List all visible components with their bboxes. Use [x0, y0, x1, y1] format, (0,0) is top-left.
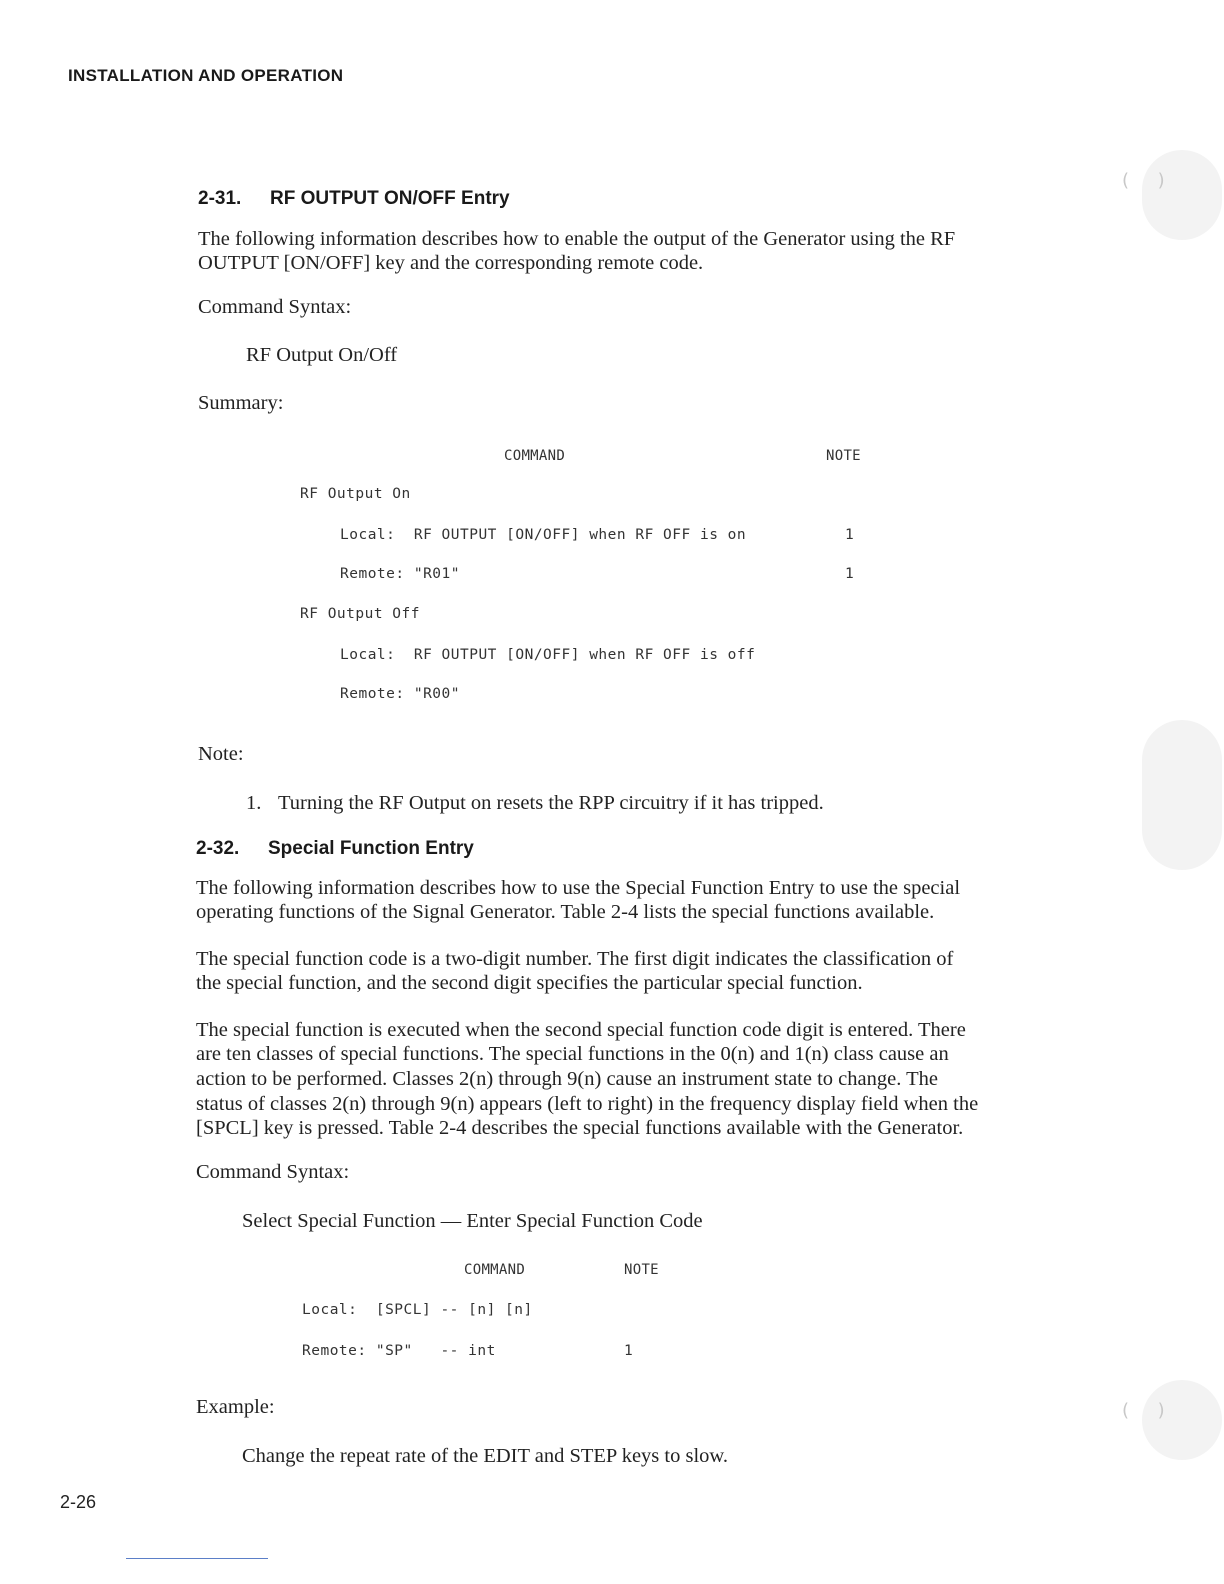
section-2-32-heading	[196, 838, 474, 860]
note-label: Note:	[198, 743, 244, 765]
table-row-on-local: Local: RF OUTPUT [ON/OFF] when RF OFF is on	[340, 527, 747, 543]
note-item-number: 1.	[246, 792, 262, 814]
footer-rule	[126, 1558, 268, 1559]
table-2-row-remote: Remote: "SP" -- int	[302, 1343, 496, 1359]
section-2-32-para-3-line-1: The special function is executed when the second special function code digit is entered. There	[196, 1019, 966, 1041]
table-2-header-note: NOTE	[624, 1262, 659, 1278]
table-header-note: NOTE	[826, 448, 861, 464]
section-2-31-title: RF OUTPUT ON/OFF Entry	[270, 188, 510, 209]
table-group-rf-output-on: RF Output On	[300, 486, 411, 502]
section-2-31-intro-line-1: The following information describes how to enable the output of the Generator using the RF	[198, 228, 956, 250]
command-syntax-value-2: Select Special Function — Enter Special Function Code	[242, 1210, 703, 1232]
section-2-32-title: Special Function Entry	[268, 838, 474, 859]
section-2-32-para-2-line-1: The special function code is a two-digit number. The first digit indicates the classification of	[196, 948, 954, 970]
binder-hole-mark-bottom: ( )	[1122, 1400, 1165, 1421]
section-2-31-heading	[198, 188, 510, 210]
table-row-off-local: Local: RF OUTPUT [ON/OFF] when RF OFF is off	[340, 647, 756, 663]
section-2-31-intro-line-2: OUTPUT [ON/OFF] key and the corresponding remote code.	[198, 252, 704, 274]
binder-hole-mark-top: ( )	[1122, 170, 1165, 191]
section-2-32-para-2-line-2: the special function, and the second digit specifies the particular special function.	[196, 972, 863, 994]
table-header-command: COMMAND	[504, 448, 566, 464]
running-header: INSTALLATION AND OPERATION	[68, 66, 344, 85]
table-group-rf-output-off: RF Output Off	[300, 606, 420, 622]
example-label: Example:	[196, 1396, 275, 1418]
table-2-row-remote-note: 1	[624, 1343, 634, 1359]
section-2-32-para-1-line-2: operating functions of the Signal Generator. Table 2-4 lists the special functions available.	[196, 901, 935, 923]
section-2-32-para-1-line-1: The following information describes how to use the Special Function Entry to use the special	[196, 877, 961, 899]
section-2-32-para-3-line-3: action to be performed. Classes 2(n) through 9(n) cause an instrument state to change. The	[196, 1068, 938, 1090]
command-syntax-label-2: Command Syntax:	[196, 1161, 350, 1183]
table-row-on-local-note: 1	[845, 527, 855, 543]
section-2-32-para-3-line-2: are ten classes of special functions. The special functions in the 0(n) and 1(n) class cause an	[196, 1043, 949, 1065]
command-syntax-value: RF Output On/Off	[246, 344, 398, 366]
table-row-on-remote-note: 1	[845, 566, 855, 582]
table-row-off-remote: Remote: "R00"	[340, 686, 460, 702]
section-2-32-number: 2-32.	[196, 838, 240, 859]
table-2-row-local: Local: [SPCL] -- [n] [n]	[302, 1302, 533, 1318]
example-text: Change the repeat rate of the EDIT and STEP keys to slow.	[242, 1445, 728, 1467]
table-2-header-command: COMMAND	[464, 1262, 526, 1278]
table-row-on-remote: Remote: "R01"	[340, 566, 460, 582]
section-2-32-para-3-line-5: [SPCL] key is pressed. Table 2-4 describes the special functions available with the Generator.	[196, 1117, 964, 1139]
note-item-text: Turning the RF Output on resets the RPP circuitry if it has tripped.	[278, 792, 824, 814]
summary-label: Summary:	[198, 392, 284, 414]
section-2-31-number: 2-31.	[198, 188, 242, 209]
section-2-32-para-3-line-4: status of classes 2(n) through 9(n) appears (left to right) in the frequency display field when the	[196, 1093, 979, 1115]
page-number: 2-26	[60, 1492, 97, 1512]
scan-shadow-middle	[1142, 720, 1222, 870]
scan-shadow-top	[1142, 150, 1222, 240]
command-syntax-label: Command Syntax:	[198, 296, 352, 318]
